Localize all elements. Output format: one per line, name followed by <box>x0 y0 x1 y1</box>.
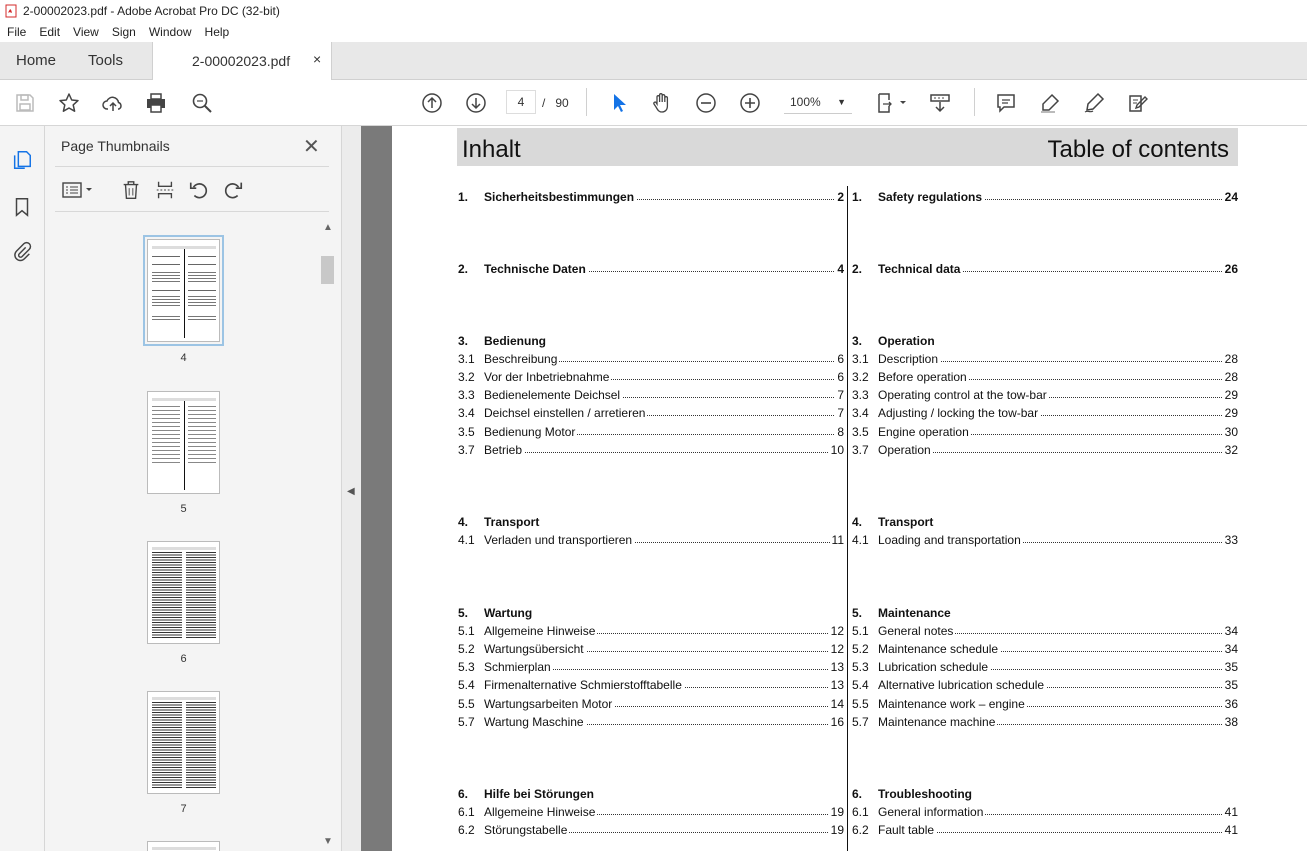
toc-entry-title: Before operation <box>878 370 967 385</box>
toc-entry-page: 35 <box>1224 678 1238 693</box>
tab-document-name: 2-00002023.pdf <box>192 53 291 69</box>
panel-title: Page Thumbnails <box>61 138 170 154</box>
find-button[interactable] <box>189 90 215 116</box>
rotate-clockwise-button[interactable] <box>221 178 245 202</box>
arrow-down-circle-icon <box>464 91 488 115</box>
page-number-input[interactable]: 4 <box>506 90 536 114</box>
paperclip-icon <box>11 241 33 263</box>
thumb-header-band <box>152 847 216 850</box>
pdf-file-icon <box>4 4 18 18</box>
toc-section-number: 6. <box>852 787 863 801</box>
thumb-text-line <box>152 264 180 265</box>
thumb-text-block <box>152 552 182 638</box>
tab-home[interactable]: Home <box>16 52 57 69</box>
toc-entry[interactable] <box>852 678 1238 694</box>
comment-button[interactable] <box>993 90 1019 116</box>
panel-divider <box>55 211 329 212</box>
toc-entry-title: Maintenance schedule <box>878 642 999 657</box>
toc-entry[interactable] <box>852 642 1238 658</box>
delete-pages-button[interactable] <box>119 178 143 202</box>
toc-section-title: Hilfe bei Störungen <box>484 787 595 801</box>
toc-entry-number: 3.1 <box>852 352 869 367</box>
toc-entry[interactable] <box>458 678 844 694</box>
toc-entry-title: Firmenalternative Schmierstofftabelle <box>484 678 682 693</box>
toc-entry[interactable] <box>458 443 844 459</box>
toc-entry-title: Betrieb <box>484 442 523 457</box>
toc-entry-title: Safety regulations <box>878 190 983 204</box>
toc-entry-title: Alternative lubrication schedule <box>878 678 1045 693</box>
toc-entry-number: 5.1 <box>852 624 869 639</box>
page-thumbnail-label: 6 <box>180 653 187 665</box>
toc-entry[interactable] <box>458 370 844 386</box>
toc-entry[interactable] <box>458 388 844 404</box>
toc-entry-title: Description <box>878 352 939 367</box>
window-title: 2-00002023.pdf - Adobe Acrobat Pro DC (32-bit) <box>23 4 280 18</box>
toc-entry-number: 5.7 <box>852 714 869 729</box>
toc-entry-page: 41 <box>1224 805 1238 820</box>
toc-entry-number: 3.4 <box>852 406 869 421</box>
upload-button[interactable] <box>100 90 126 116</box>
trash-icon <box>120 179 142 201</box>
toc-entry-title: Wartungsübersicht <box>484 642 584 657</box>
toc-entry-number: 3.3 <box>852 388 869 403</box>
toc-entry-title: Beschreibung <box>484 352 558 367</box>
toc-entry-page: 32 <box>1224 442 1238 457</box>
zoom-level-value: 100% <box>790 95 821 109</box>
toc-entry-page: 8 <box>837 424 844 439</box>
toc-entry[interactable] <box>852 715 1238 731</box>
previous-page-button[interactable] <box>419 90 445 116</box>
toc-entry-number: 3.3 <box>458 388 475 403</box>
page-thumbnail-label: 4 <box>180 352 187 364</box>
toc-section-number: 5. <box>458 606 469 620</box>
tab-tools[interactable]: Tools <box>88 52 124 69</box>
insert-page-icon <box>154 179 176 201</box>
tab-bar <box>0 42 1307 80</box>
menu-edit[interactable]: Edit <box>39 25 61 39</box>
toc-entry[interactable] <box>852 406 1238 422</box>
toc-section-number: 4. <box>852 515 863 529</box>
menu-file[interactable]: File <box>7 25 27 39</box>
toc-leader-dots <box>484 452 838 453</box>
toc-entry-page: 35 <box>1224 660 1238 675</box>
toc-entry[interactable] <box>852 262 1238 278</box>
thumb-text-line <box>188 290 216 291</box>
zoom-in-button[interactable] <box>737 90 763 116</box>
fill-sign-icon <box>1126 91 1150 115</box>
panel-divider <box>55 166 329 167</box>
thumb-text-block <box>152 702 182 788</box>
toc-entry[interactable] <box>458 697 844 713</box>
page-thumbnail-5[interactable] <box>147 391 220 494</box>
toc-entry[interactable] <box>458 352 844 368</box>
toc-entry-page: 29 <box>1224 388 1238 403</box>
thumb-text-block <box>152 406 180 466</box>
scrollbar-thumb[interactable] <box>321 256 334 284</box>
page-header-band <box>457 128 1238 166</box>
toc-entry-page: 33 <box>1224 533 1238 548</box>
attachments-tab[interactable] <box>10 240 34 264</box>
heading-table-of-contents: Table of contents <box>1047 136 1229 163</box>
thumb-column-divider <box>184 400 185 490</box>
toc-entry-number: 3.2 <box>852 370 869 385</box>
bookmarks-tab[interactable] <box>10 195 34 219</box>
toc-entry-title: General notes <box>878 624 954 639</box>
toc-entry-title: Operating control at the tow-bar <box>878 388 1047 403</box>
zoom-level-select[interactable] <box>784 90 852 114</box>
thumb-text-block <box>152 272 180 284</box>
page-thumbnail-label: 5 <box>180 503 187 515</box>
toc-entry-title: Schmierplan <box>484 660 551 675</box>
toc-entry-page: 41 <box>1224 823 1238 838</box>
collapse-panel-icon[interactable]: ◀ <box>347 486 355 497</box>
highlight-button[interactable] <box>1037 90 1063 116</box>
toc-entry-number: 1. <box>852 190 863 204</box>
toc-entry-page: 10 <box>830 442 844 457</box>
plus-circle-icon <box>738 91 762 115</box>
toc-entry-page: 13 <box>830 660 844 675</box>
toc-entry[interactable] <box>852 443 1238 459</box>
cloud-upload-icon <box>101 91 125 115</box>
toc-section-title: Transport <box>484 515 540 529</box>
toc-entry-title: Wartung Maschine <box>484 714 584 729</box>
page-thumbnail-7[interactable] <box>147 691 220 794</box>
toc-entry[interactable] <box>852 352 1238 368</box>
toc-entry-title: Technische Daten <box>484 262 586 276</box>
scroll-up-icon[interactable]: ▲ <box>323 222 333 233</box>
thumb-text-block <box>152 316 180 322</box>
thumb-header-band <box>152 246 216 249</box>
toc-entry[interactable] <box>852 697 1238 713</box>
toc-entry-page: 4 <box>837 262 844 276</box>
toc-entry-page: 19 <box>830 805 844 820</box>
toc-section-title: Operation <box>878 334 935 348</box>
toc-entry-number: 2. <box>852 262 863 276</box>
document-gutter <box>361 126 392 851</box>
page-thumbnails-tab[interactable] <box>10 148 34 172</box>
toc-entry[interactable] <box>458 425 844 441</box>
toc-entry[interactable] <box>852 805 1238 821</box>
toc-entry-number: 1. <box>458 190 469 204</box>
tab-document[interactable] <box>152 42 332 80</box>
arrow-up-circle-icon <box>420 91 444 115</box>
insert-pages-button[interactable] <box>153 178 177 202</box>
tab-close-button[interactable]: × <box>313 51 322 67</box>
print-button[interactable] <box>143 90 169 116</box>
scrolling-mode-button[interactable] <box>927 90 953 116</box>
hand-tool-button[interactable] <box>649 90 675 116</box>
toc-entry-page: 11 <box>831 533 844 548</box>
cursor-arrow-icon <box>607 91 631 115</box>
page-thumbnail-8[interactable] <box>147 841 220 851</box>
search-icon <box>190 91 214 115</box>
thumb-text-line <box>188 264 216 265</box>
toc-entry-title: Bedienelemente Deichsel <box>484 388 621 403</box>
toc-entry-page: 12 <box>830 624 844 639</box>
toc-entry-page: 34 <box>1224 624 1238 639</box>
toc-entry-page: 6 <box>837 352 844 367</box>
toc-entry-page: 38 <box>1224 714 1238 729</box>
toc-entry-page: 30 <box>1224 424 1238 439</box>
toc-entry[interactable] <box>852 425 1238 441</box>
fit-page-icon <box>874 91 908 115</box>
pen-sign-icon <box>1082 91 1106 115</box>
thumbnails-scrollbar[interactable] <box>320 222 335 851</box>
copy-pages-icon <box>11 149 33 171</box>
toc-entry-title: Allgemeine Hinweise <box>484 624 596 639</box>
page-thumbnail-6[interactable] <box>147 541 220 644</box>
thumb-text-block <box>186 552 216 638</box>
save-button[interactable] <box>12 90 38 116</box>
thumb-header-band <box>152 398 216 401</box>
toc-entry-number: 5.2 <box>852 642 869 657</box>
toc-entry[interactable] <box>852 370 1238 386</box>
toc-entry-title: Allgemeine Hinweise <box>484 805 596 820</box>
toc-entry[interactable] <box>458 262 844 278</box>
toc-entry-number: 5.3 <box>852 660 869 675</box>
toc-entry[interactable] <box>458 190 844 206</box>
toc-entry-number: 6.2 <box>458 823 475 838</box>
toc-entry[interactable] <box>458 823 844 839</box>
toc-entry-number: 5.2 <box>458 642 475 657</box>
thumb-text-block <box>188 296 216 308</box>
toc-section-title: Wartung <box>484 606 533 620</box>
toc-entry-title: Verladen und transportieren <box>484 533 633 548</box>
list-options-icon <box>60 178 96 202</box>
toc-entry-page: 34 <box>1224 642 1238 657</box>
hand-icon <box>650 91 674 115</box>
toolbar-separator <box>974 88 975 116</box>
thumb-text-line <box>152 256 180 257</box>
title-bar <box>0 0 1307 22</box>
toc-entry[interactable] <box>852 190 1238 206</box>
thumb-text-block <box>152 296 180 308</box>
toc-entry-page: 14 <box>830 696 844 711</box>
toc-entry-title: General information <box>878 805 984 820</box>
toc-entry-title: Wartungsarbeiten Motor <box>484 696 613 711</box>
page-thumbnail-label: 7 <box>180 803 187 815</box>
toc-entry-title: Maintenance work – engine <box>878 696 1025 711</box>
toc-entry-number: 3.7 <box>458 442 475 457</box>
toc-entry-number: 6.2 <box>852 823 869 838</box>
menu-view[interactable]: View <box>73 25 99 39</box>
toc-entry-page: 7 <box>837 388 844 403</box>
heading-inhalt: Inhalt <box>462 136 521 163</box>
toc-entry-title: Sicherheitsbestimmungen <box>484 190 635 204</box>
toc-entry[interactable] <box>458 624 844 640</box>
page-thumbnails-panel <box>45 126 342 851</box>
thumb-text-block <box>188 406 216 466</box>
toc-entry-number: 3.2 <box>458 370 475 385</box>
toc-entry-number: 3.1 <box>458 352 475 367</box>
toc-section-title: Transport <box>878 515 934 529</box>
toc-entry-number: 5.1 <box>458 624 475 639</box>
toc-entry-page: 12 <box>830 642 844 657</box>
toc-entry-page: 19 <box>830 823 844 838</box>
toc-entry-page: 2 <box>837 190 844 204</box>
toc-entry[interactable] <box>458 533 844 549</box>
toc-entry-title: Technical data <box>878 262 961 276</box>
star-icon <box>57 91 81 115</box>
toc-entry-number: 3.5 <box>852 424 869 439</box>
thumb-text-block <box>186 702 216 788</box>
toc-entry-page: 36 <box>1224 696 1238 711</box>
page-separator: / <box>542 96 546 110</box>
menu-help[interactable]: Help <box>204 25 230 39</box>
toc-section-number: 3. <box>458 334 469 348</box>
toc-entry-number: 5.5 <box>458 696 475 711</box>
thumb-text-block <box>188 272 216 284</box>
toc-section-number: 5. <box>852 606 863 620</box>
toc-entry-page: 29 <box>1224 406 1238 421</box>
pdf-page <box>392 126 1307 851</box>
toc-section-title: Troubleshooting <box>878 787 972 801</box>
printer-icon <box>144 91 168 115</box>
toc-entry-number: 4.1 <box>458 533 475 548</box>
toc-section-number: 3. <box>852 334 863 348</box>
select-tool-button[interactable] <box>606 90 632 116</box>
toc-entry[interactable] <box>458 805 844 821</box>
comment-icon <box>994 91 1018 115</box>
thumb-header-band <box>152 697 216 700</box>
toc-entry-page: 6 <box>837 370 844 385</box>
toc-entry-title: Operation <box>878 442 931 457</box>
bookmark-star-button[interactable] <box>56 90 82 116</box>
save-icon <box>13 91 37 115</box>
toc-entry[interactable] <box>458 642 844 658</box>
toc-entry-title: Loading and transportation <box>878 533 1021 548</box>
toc-entry[interactable] <box>458 715 844 731</box>
panel-close-button[interactable]: ✕ <box>303 136 320 158</box>
toc-entry-page: 28 <box>1224 370 1238 385</box>
toc-entry-page: 24 <box>1224 190 1238 204</box>
menu-sign[interactable]: Sign <box>111 25 136 39</box>
toc-section-title: Maintenance <box>878 606 951 620</box>
fill-sign-button[interactable] <box>1125 90 1151 116</box>
toc-entry-number: 3.4 <box>458 406 475 421</box>
toc-entry-page: 26 <box>1224 262 1238 276</box>
rotate-right-icon <box>222 179 244 201</box>
menu-bar <box>0 22 1307 42</box>
toc-entry-page: 7 <box>837 406 844 421</box>
minus-circle-icon <box>694 91 718 115</box>
thumb-text-line <box>188 256 216 257</box>
chevron-down-icon: ▼ <box>837 97 846 107</box>
total-pages: 90 <box>555 96 569 110</box>
toc-entry-number: 2. <box>458 262 469 276</box>
toolbar-separator <box>586 88 587 116</box>
toc-entry[interactable] <box>458 660 844 676</box>
toc-entry-title: Adjusting / locking the tow-bar <box>878 406 1039 421</box>
toc-entry-number: 3.7 <box>852 442 869 457</box>
toc-entry-number: 6.1 <box>852 805 869 820</box>
rotate-counterclockwise-button[interactable] <box>187 178 211 202</box>
toc-entry-title: Maintenance machine <box>878 714 996 729</box>
toc-section-title: Bedienung <box>484 334 546 348</box>
column-divider <box>847 186 848 851</box>
toc-entry-number: 5.5 <box>852 696 869 711</box>
page-count <box>542 96 569 110</box>
toc-entry-number: 5.4 <box>458 678 475 693</box>
thumb-header-band <box>152 547 216 550</box>
thumbnail-options-button[interactable] <box>59 178 97 202</box>
fit-page-button[interactable] <box>872 90 910 116</box>
toc-entry-title: Bedienung Motor <box>484 424 576 439</box>
bookmark-icon <box>11 196 33 218</box>
toc-entry-page: 13 <box>830 678 844 693</box>
highlighter-icon <box>1038 91 1062 115</box>
toc-entry[interactable] <box>852 823 1238 839</box>
rotate-left-icon <box>188 179 210 201</box>
toc-entry[interactable] <box>458 406 844 422</box>
page-thumbnail-4[interactable] <box>147 239 220 342</box>
toc-entry-number: 5.7 <box>458 714 475 729</box>
toc-entry[interactable] <box>852 624 1238 640</box>
navigation-rail <box>0 126 45 851</box>
toc-entry-page: 16 <box>830 714 844 729</box>
zoom-out-button[interactable] <box>693 90 719 116</box>
toc-entry-number: 3.5 <box>458 424 475 439</box>
toc-entry-title: Fault table <box>878 823 935 838</box>
toc-entry[interactable] <box>852 533 1238 549</box>
toc-entry-number: 6.1 <box>458 805 475 820</box>
next-page-button[interactable] <box>463 90 489 116</box>
toc-entry-number: 5.3 <box>458 660 475 675</box>
scroll-down-icon[interactable]: ▼ <box>323 836 333 847</box>
toc-entry-title: Lubrication schedule <box>878 660 989 675</box>
toc-section-number: 4. <box>458 515 469 529</box>
toc-entry-number: 4.1 <box>852 533 869 548</box>
toc-entry-title: Vor der Inbetriebnahme <box>484 370 610 385</box>
toc-entry-page: 28 <box>1224 352 1238 367</box>
draw-button[interactable] <box>1081 90 1107 116</box>
toc-entry-title: Störungstabelle <box>484 823 568 838</box>
scroll-mode-icon <box>928 91 952 115</box>
toc-section-number: 6. <box>458 787 469 801</box>
toc-entry[interactable] <box>852 388 1238 404</box>
thumb-column-divider <box>184 248 185 338</box>
toc-entry-title: Engine operation <box>878 424 969 439</box>
toc-entry-number: 5.4 <box>852 678 869 693</box>
menu-window[interactable]: Window <box>148 25 192 39</box>
toc-entry[interactable] <box>852 660 1238 676</box>
toc-entry-title: Deichsel einstellen / arretieren <box>484 406 646 421</box>
thumb-text-line <box>152 290 180 291</box>
thumb-text-block <box>188 316 216 322</box>
